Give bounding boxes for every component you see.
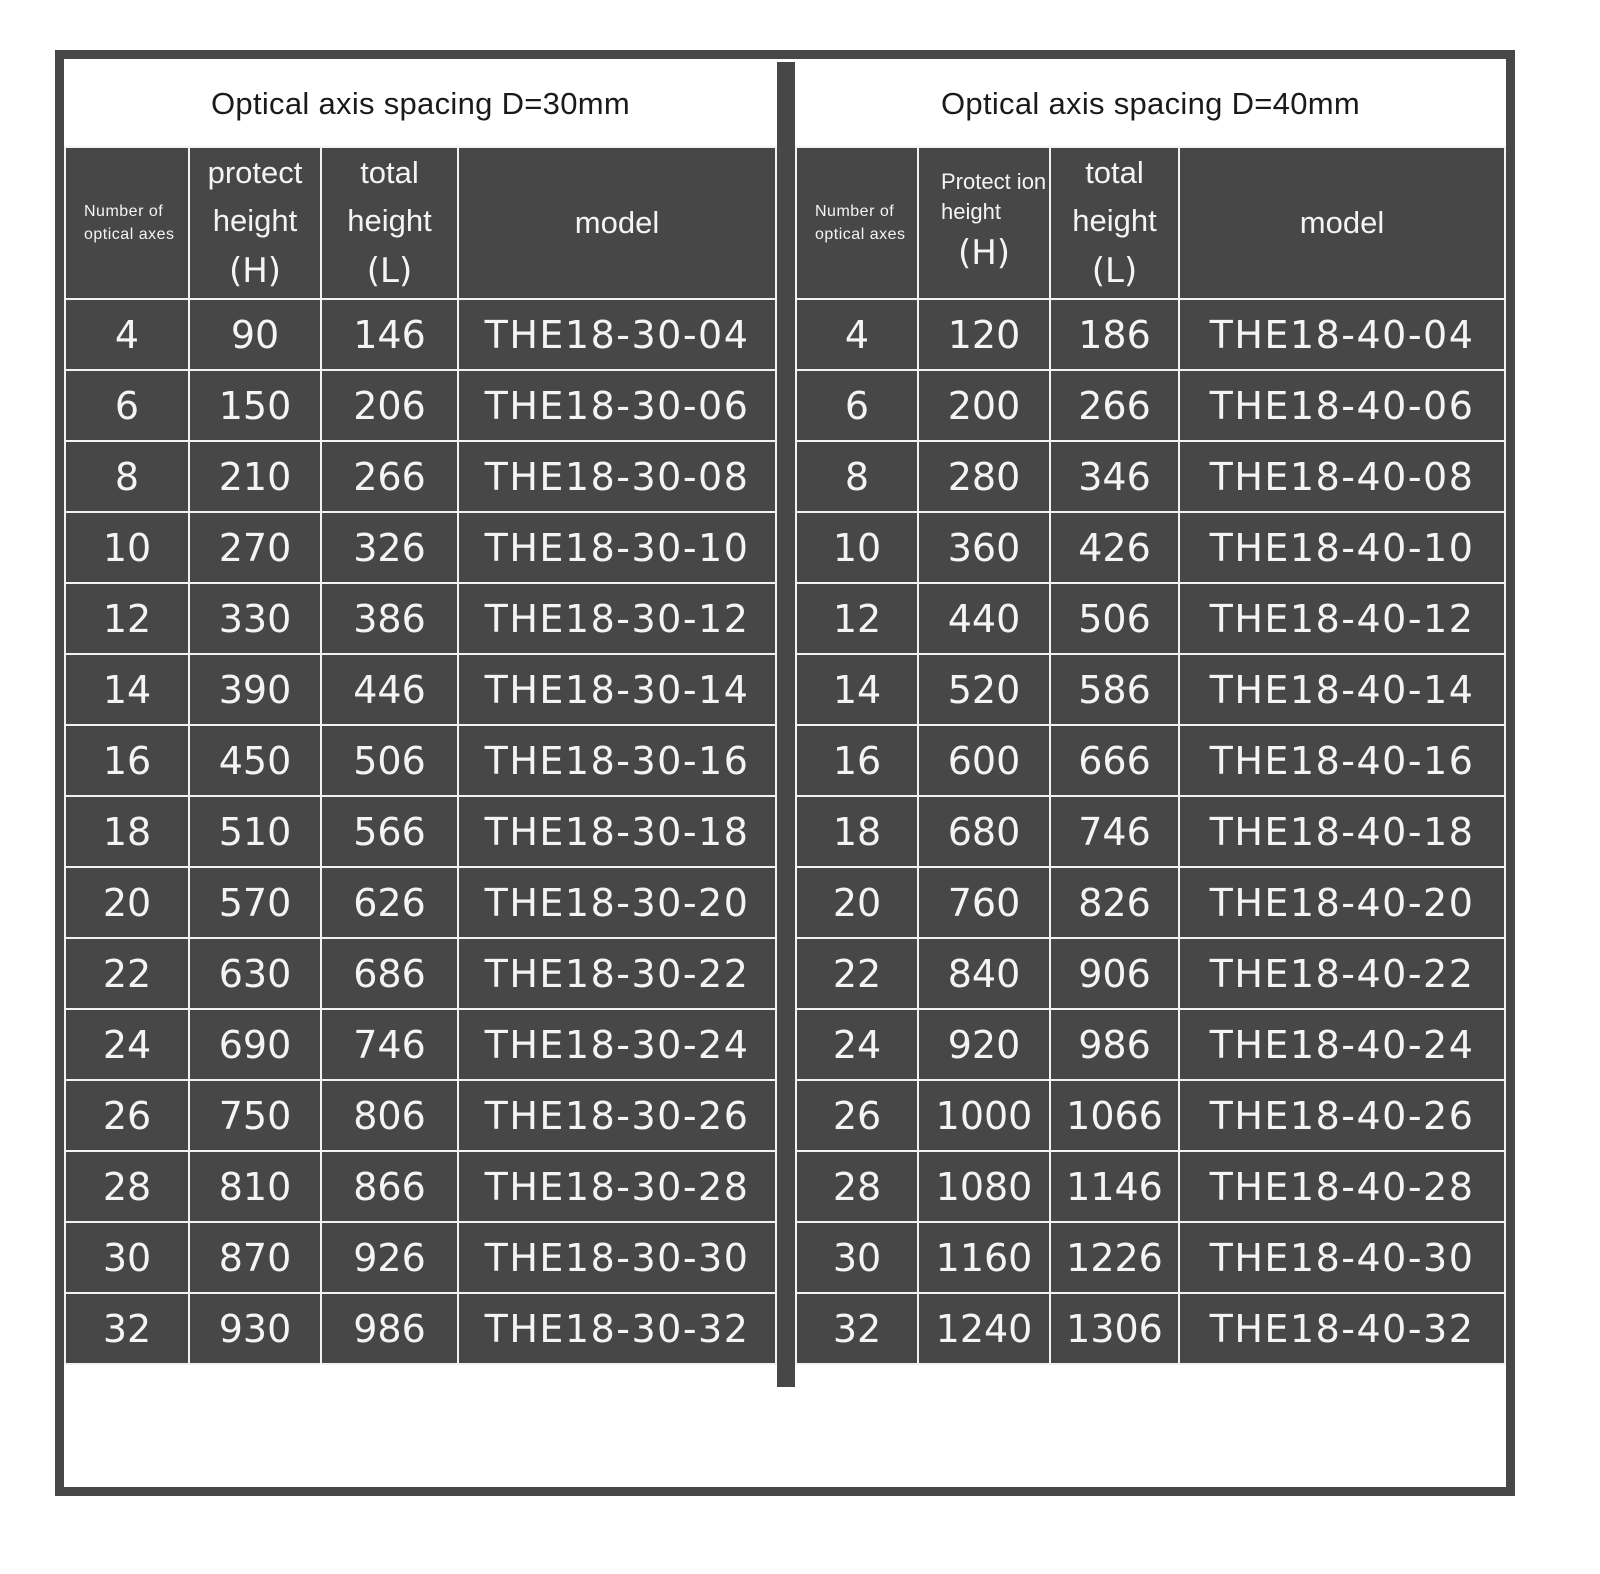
cell-total-height: 1146 xyxy=(1050,1151,1179,1222)
table-row xyxy=(65,512,776,583)
table-row xyxy=(65,867,776,938)
header-unit: (H) xyxy=(228,251,282,291)
cell-total-height: 906 xyxy=(1050,938,1179,1009)
cell-protect-height: 690 xyxy=(189,1009,321,1080)
cell-model: THE18-30-24 xyxy=(458,1009,776,1080)
table-row xyxy=(65,654,776,725)
table-row xyxy=(65,1009,776,1080)
cell-total-height: 666 xyxy=(1050,725,1179,796)
cell-model: THE18-30-10 xyxy=(458,512,776,583)
cell-protect-height: 1080 xyxy=(918,1151,1050,1222)
cell-total-height: 446 xyxy=(321,654,458,725)
cell-total-height: 986 xyxy=(1050,1009,1179,1080)
cell-total-height: 986 xyxy=(321,1293,458,1364)
cell-optical-axes: 22 xyxy=(65,938,189,1009)
cell-protect-height: 440 xyxy=(918,583,1050,654)
header-optical-axes: Number of optical axes xyxy=(65,147,189,299)
cell-total-height: 386 xyxy=(321,583,458,654)
table-row xyxy=(796,938,1505,1009)
header-row xyxy=(796,147,1505,299)
header-label: height xyxy=(212,203,298,238)
cell-optical-axes: 16 xyxy=(796,725,918,796)
cell-model: THE18-40-08 xyxy=(1179,441,1505,512)
cell-optical-axes: 30 xyxy=(796,1222,918,1293)
cell-protect-height: 520 xyxy=(918,654,1050,725)
cell-optical-axes: 22 xyxy=(796,938,918,1009)
cell-model: THE18-30-14 xyxy=(458,654,776,725)
cell-optical-axes: 20 xyxy=(796,867,918,938)
cell-total-height: 826 xyxy=(1050,867,1179,938)
panel-divider xyxy=(777,62,795,1387)
cell-total-height: 506 xyxy=(1050,583,1179,654)
cell-total-height: 626 xyxy=(321,867,458,938)
cell-protect-height: 680 xyxy=(918,796,1050,867)
cell-total-height: 566 xyxy=(321,796,458,867)
table-row xyxy=(65,441,776,512)
cell-protect-height: 330 xyxy=(189,583,321,654)
header-protect-height xyxy=(189,147,321,299)
header-optical-axes: Number of optical axes xyxy=(796,147,918,299)
cell-optical-axes: 8 xyxy=(796,441,918,512)
cell-optical-axes: 32 xyxy=(796,1293,918,1364)
cell-model: THE18-30-18 xyxy=(458,796,776,867)
cell-optical-axes: 24 xyxy=(796,1009,918,1080)
cell-total-height: 746 xyxy=(1050,796,1179,867)
table-row xyxy=(65,796,776,867)
cell-total-height: 326 xyxy=(321,512,458,583)
spec-table xyxy=(795,146,1506,1365)
cell-optical-axes: 16 xyxy=(65,725,189,796)
cell-protect-height: 120 xyxy=(918,299,1050,370)
table-row xyxy=(796,1151,1505,1222)
cell-protect-height: 840 xyxy=(918,938,1050,1009)
cell-protect-height: 1240 xyxy=(918,1293,1050,1364)
cell-model: THE18-30-20 xyxy=(458,867,776,938)
header-row xyxy=(65,147,776,299)
cell-optical-axes: 28 xyxy=(65,1151,189,1222)
cell-protect-height: 920 xyxy=(918,1009,1050,1080)
spec-panel-30mm xyxy=(64,62,777,1365)
cell-total-height: 266 xyxy=(321,441,458,512)
cell-model: THE18-40-22 xyxy=(1179,938,1505,1009)
cell-optical-axes: 14 xyxy=(796,654,918,725)
cell-model: THE18-30-16 xyxy=(458,725,776,796)
table-row xyxy=(796,654,1505,725)
cell-model: THE18-30-04 xyxy=(458,299,776,370)
header-model: model xyxy=(458,147,776,299)
table-row xyxy=(65,725,776,796)
cell-optical-axes: 24 xyxy=(65,1009,189,1080)
cell-model: THE18-40-16 xyxy=(1179,725,1505,796)
cell-model: THE18-40-26 xyxy=(1179,1080,1505,1151)
header-label: total xyxy=(360,155,419,190)
cell-protect-height: 1160 xyxy=(918,1222,1050,1293)
table-row xyxy=(796,796,1505,867)
cell-optical-axes: 26 xyxy=(65,1080,189,1151)
cell-model: THE18-40-24 xyxy=(1179,1009,1505,1080)
cell-optical-axes: 20 xyxy=(65,867,189,938)
cell-model: THE18-40-32 xyxy=(1179,1293,1505,1364)
cell-protect-height: 200 xyxy=(918,370,1050,441)
table-row xyxy=(796,1293,1505,1364)
cell-total-height: 586 xyxy=(1050,654,1179,725)
spec-table xyxy=(64,146,777,1365)
cell-optical-axes: 18 xyxy=(796,796,918,867)
cell-optical-axes: 8 xyxy=(65,441,189,512)
cell-total-height: 346 xyxy=(1050,441,1179,512)
cell-optical-axes: 4 xyxy=(796,299,918,370)
table-row xyxy=(796,1009,1505,1080)
cell-protect-height: 390 xyxy=(189,654,321,725)
spec-panel-40mm xyxy=(795,62,1506,1365)
header-label: protect xyxy=(207,155,303,190)
header-total-height xyxy=(1050,147,1179,299)
cell-protect-height: 1000 xyxy=(918,1080,1050,1151)
table-row xyxy=(65,583,776,654)
cell-model: THE18-30-26 xyxy=(458,1080,776,1151)
table-row xyxy=(796,299,1505,370)
cell-total-height: 1226 xyxy=(1050,1222,1179,1293)
table-row xyxy=(796,370,1505,441)
cell-protect-height: 810 xyxy=(189,1151,321,1222)
cell-optical-axes: 30 xyxy=(65,1222,189,1293)
cell-model: THE18-40-04 xyxy=(1179,299,1505,370)
table-row xyxy=(65,1151,776,1222)
cell-total-height: 146 xyxy=(321,299,458,370)
header-label: total xyxy=(1085,155,1144,190)
cell-protect-height: 280 xyxy=(918,441,1050,512)
cell-optical-axes: 6 xyxy=(65,370,189,441)
cell-optical-axes: 32 xyxy=(65,1293,189,1364)
cell-total-height: 266 xyxy=(1050,370,1179,441)
cell-model: THE18-30-32 xyxy=(458,1293,776,1364)
cell-total-height: 1306 xyxy=(1050,1293,1179,1364)
cell-optical-axes: 18 xyxy=(65,796,189,867)
cell-protect-height: 750 xyxy=(189,1080,321,1151)
cell-protect-height: 90 xyxy=(189,299,321,370)
header-label: height xyxy=(1072,203,1157,238)
cell-total-height: 746 xyxy=(321,1009,458,1080)
cell-total-height: 1066 xyxy=(1050,1080,1179,1151)
cell-protect-height: 210 xyxy=(189,441,321,512)
header-model: model xyxy=(1179,147,1505,299)
cell-model: THE18-40-30 xyxy=(1179,1222,1505,1293)
cell-model: THE18-30-28 xyxy=(458,1151,776,1222)
table-row xyxy=(796,725,1505,796)
header-label: height xyxy=(347,203,432,238)
cell-protect-height: 600 xyxy=(918,725,1050,796)
cell-protect-height: 450 xyxy=(189,725,321,796)
cell-total-height: 506 xyxy=(321,725,458,796)
cell-protect-height: 270 xyxy=(189,512,321,583)
cell-model: THE18-40-28 xyxy=(1179,1151,1505,1222)
header-unit: (L) xyxy=(366,251,413,291)
cell-total-height: 866 xyxy=(321,1151,458,1222)
cell-model: THE18-30-06 xyxy=(458,370,776,441)
table-row xyxy=(65,1222,776,1293)
cell-model: THE18-40-12 xyxy=(1179,583,1505,654)
cell-optical-axes: 14 xyxy=(65,654,189,725)
cell-total-height: 426 xyxy=(1050,512,1179,583)
table-row xyxy=(796,583,1505,654)
table-row xyxy=(796,1222,1505,1293)
cell-protect-height: 630 xyxy=(189,938,321,1009)
cell-model: THE18-40-20 xyxy=(1179,867,1505,938)
cell-protect-height: 570 xyxy=(189,867,321,938)
cell-optical-axes: 6 xyxy=(796,370,918,441)
cell-model: THE18-30-22 xyxy=(458,938,776,1009)
table-row xyxy=(796,1080,1505,1151)
table-row xyxy=(65,299,776,370)
cell-model: THE18-30-30 xyxy=(458,1222,776,1293)
table-row xyxy=(65,1080,776,1151)
cell-model: THE18-40-14 xyxy=(1179,654,1505,725)
table-row xyxy=(796,512,1505,583)
header-unit: (L) xyxy=(1091,251,1138,291)
panel-title: Optical axis spacing D=40mm xyxy=(795,62,1506,146)
cell-protect-height: 870 xyxy=(189,1222,321,1293)
cell-model: THE18-30-12 xyxy=(458,583,776,654)
cell-protect-height: 760 xyxy=(918,867,1050,938)
cell-protect-height: 150 xyxy=(189,370,321,441)
cell-total-height: 686 xyxy=(321,938,458,1009)
header-unit: (H) xyxy=(957,233,1011,273)
table-row xyxy=(65,1293,776,1364)
header-protection-height xyxy=(918,147,1050,299)
cell-protect-height: 930 xyxy=(189,1293,321,1364)
cell-total-height: 806 xyxy=(321,1080,458,1151)
cell-optical-axes: 4 xyxy=(65,299,189,370)
cell-optical-axes: 10 xyxy=(796,512,918,583)
cell-total-height: 926 xyxy=(321,1222,458,1293)
panel-title: Optical axis spacing D=30mm xyxy=(64,62,777,146)
cell-model: THE18-40-06 xyxy=(1179,370,1505,441)
cell-model: THE18-40-18 xyxy=(1179,796,1505,867)
cell-optical-axes: 10 xyxy=(65,512,189,583)
cell-total-height: 206 xyxy=(321,370,458,441)
cell-optical-axes: 12 xyxy=(796,583,918,654)
cell-optical-axes: 12 xyxy=(65,583,189,654)
cell-optical-axes: 28 xyxy=(796,1151,918,1222)
header-label: Protect ion xyxy=(941,169,1047,194)
table-row xyxy=(65,938,776,1009)
cell-total-height: 186 xyxy=(1050,299,1179,370)
cell-model: THE18-30-08 xyxy=(458,441,776,512)
cell-model: THE18-40-10 xyxy=(1179,512,1505,583)
table-row xyxy=(796,867,1505,938)
cell-protect-height: 510 xyxy=(189,796,321,867)
table-row xyxy=(65,370,776,441)
header-label: height xyxy=(941,199,1001,224)
cell-protect-height: 360 xyxy=(918,512,1050,583)
cell-optical-axes: 26 xyxy=(796,1080,918,1151)
table-row xyxy=(796,441,1505,512)
header-total-height xyxy=(321,147,458,299)
